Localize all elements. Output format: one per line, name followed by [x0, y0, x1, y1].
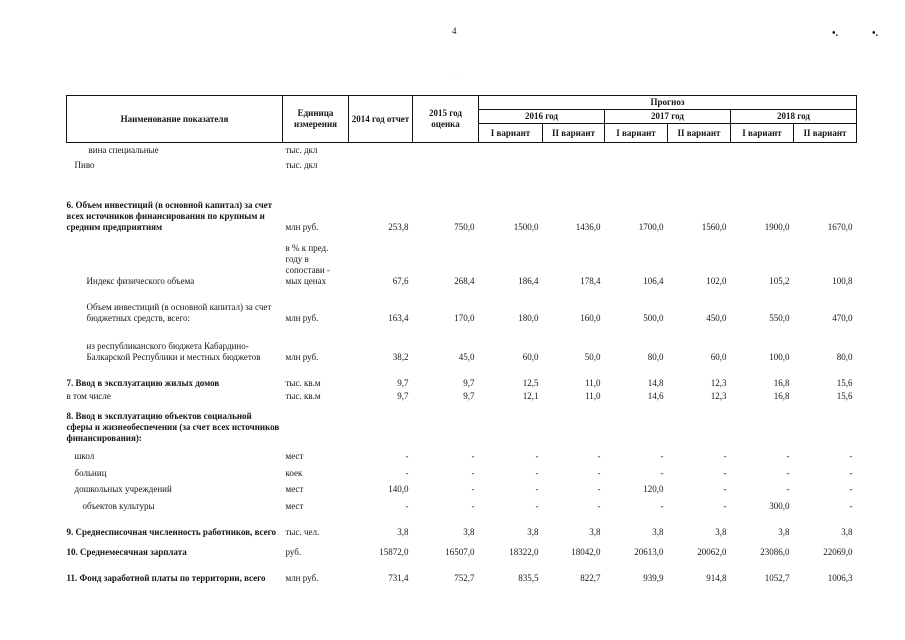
row-value: [731, 363, 794, 376]
header-variant-2: II вариант: [668, 124, 731, 143]
table-row: [67, 389, 857, 402]
row-value: -: [849, 467, 853, 478]
row-value: -: [723, 450, 727, 461]
row-value: 18042,0: [571, 546, 601, 557]
row-value: 160,0: [580, 312, 601, 323]
row-unit: тыс. чел.: [285, 526, 320, 537]
row-value: 23086,0: [760, 546, 790, 557]
table-row: [67, 363, 857, 376]
row-value: 60,0: [710, 351, 727, 362]
row-value: 105,2: [769, 275, 790, 286]
row-name: больниц: [74, 467, 107, 478]
row-unit: руб.: [285, 546, 302, 557]
row-unit: коек: [285, 467, 303, 478]
row-value: 11,0: [585, 390, 601, 401]
row-value: 1436,0: [575, 221, 601, 232]
header-variant-2: II вариант: [794, 124, 857, 143]
row-value: 9,7: [463, 377, 475, 388]
row-value: [794, 402, 857, 444]
row-value: -: [597, 483, 601, 494]
row-value: [605, 143, 668, 156]
header-forecast: Прогноз: [479, 96, 857, 110]
row-value: -: [405, 450, 409, 461]
row-value: 3,8: [652, 526, 664, 537]
row-value: -: [849, 483, 853, 494]
row-value: 1006,3: [827, 572, 853, 583]
row-value: 3,8: [841, 526, 853, 537]
row-value: 20062,0: [697, 546, 727, 557]
row-value: 752,7: [454, 572, 475, 583]
row-value: 470,0: [832, 312, 853, 323]
row-value: -: [471, 450, 475, 461]
header-name: Наименование показателя: [67, 96, 283, 143]
row-name: [67, 363, 283, 376]
row-value: -: [723, 500, 727, 511]
row-value: 550,0: [769, 312, 790, 323]
table-body: [67, 143, 857, 584]
row-value: 939,9: [643, 572, 664, 583]
row-value: -: [723, 467, 727, 478]
row-value: 22069,0: [823, 546, 853, 557]
header-unit: Единица измерения: [283, 96, 349, 143]
row-name: Пиво: [74, 159, 95, 170]
row-value: 106,4: [643, 275, 664, 286]
row-value: -: [849, 500, 853, 511]
row-name: дошкольных учреждений: [74, 483, 172, 494]
row-value: 1500,0: [513, 221, 539, 232]
row-value: [731, 402, 794, 444]
row-name: Индекс физического объема: [86, 275, 195, 286]
row-value: 11,0: [585, 377, 601, 388]
row-value: -: [535, 483, 539, 494]
row-unit: млн руб.: [285, 221, 319, 232]
row-value: [668, 156, 731, 171]
row-value: [479, 171, 543, 191]
row-value: -: [405, 467, 409, 478]
row-value: -: [786, 450, 790, 461]
row-value: [349, 156, 413, 171]
row-value: [668, 363, 731, 376]
row-value: 3,8: [778, 526, 790, 537]
row-name: школ: [74, 450, 95, 461]
row-unit: тыс. дкл: [285, 159, 318, 170]
row-value: [605, 402, 668, 444]
row-value: [668, 171, 731, 191]
row-name: объектов культуры: [82, 500, 155, 511]
row-unit: [283, 402, 349, 444]
row-value: 14,6: [647, 390, 664, 401]
scan-speck: ·: [455, 74, 457, 80]
row-value: -: [786, 467, 790, 478]
header-year-2017: 2017 год: [605, 110, 731, 124]
row-value: -: [471, 500, 475, 511]
row-value: 100,0: [769, 351, 790, 362]
header-2014: 2014 год отчет: [349, 96, 413, 143]
header-variant-1: I вариант: [605, 124, 668, 143]
row-value: -: [849, 450, 853, 461]
row-unit: в % к пред. году в сопостави - мых ценах: [285, 242, 330, 286]
row-value: 60,0: [522, 351, 539, 362]
row-value: 15,6: [836, 390, 853, 401]
table-row: [67, 143, 857, 156]
row-value: -: [597, 500, 601, 511]
table-row: [67, 376, 857, 389]
row-value: [479, 402, 543, 444]
row-unit: млн руб.: [285, 351, 319, 362]
row-value: [668, 402, 731, 444]
row-value: 1700,0: [638, 221, 664, 232]
table-row: [67, 444, 857, 462]
row-unit: мест: [285, 483, 304, 494]
row-value: 180,0: [518, 312, 539, 323]
row-value: 9,7: [463, 390, 475, 401]
row-value: 3,8: [589, 526, 601, 537]
row-unit: млн руб.: [285, 312, 319, 323]
row-name: 7. Ввод в эксплуатацию жилых домов: [66, 377, 220, 388]
header-variant-1: I вариант: [731, 124, 794, 143]
table-row: [67, 171, 857, 191]
row-value: 1052,7: [764, 572, 790, 583]
row-value: 12,3: [710, 377, 727, 388]
row-name: вина специальные: [88, 144, 159, 155]
row-value: [605, 171, 668, 191]
table-row: [67, 495, 857, 512]
row-value: -: [405, 500, 409, 511]
row-value: 15,6: [836, 377, 853, 388]
row-value: 750,0: [454, 221, 475, 232]
table-row: [67, 324, 857, 363]
corner-mark: •.: [872, 28, 879, 39]
row-value: 16,8: [773, 390, 790, 401]
row-value: -: [535, 500, 539, 511]
row-value: [794, 143, 857, 156]
row-value: 15872,0: [379, 546, 409, 557]
row-value: [479, 156, 543, 171]
row-value: [605, 156, 668, 171]
row-name: [67, 171, 283, 191]
row-value: 300,0: [769, 500, 790, 511]
row-name: Объем инвестиций (в основной капитал) за счет бюджетных средств, всего:: [86, 301, 272, 323]
row-unit: тыс. кв.м: [285, 377, 321, 388]
row-value: 500,0: [643, 312, 664, 323]
row-value: [794, 363, 857, 376]
row-value: 3,8: [715, 526, 727, 537]
corner-mark: •.: [832, 28, 839, 39]
row-value: -: [723, 483, 727, 494]
table-row: [67, 538, 857, 558]
row-value: 12,5: [522, 377, 539, 388]
table-row: [67, 462, 857, 479]
row-value: 835,5: [518, 572, 539, 583]
row-value: -: [660, 450, 664, 461]
row-value: 14,8: [647, 377, 664, 388]
row-value: 9,7: [397, 390, 409, 401]
table-header: [67, 96, 857, 143]
row-unit: млн руб.: [285, 572, 319, 583]
row-value: -: [786, 483, 790, 494]
row-value: 12,3: [710, 390, 727, 401]
table-row: [67, 156, 857, 171]
row-value: [413, 363, 479, 376]
row-value: [543, 156, 605, 171]
row-value: [731, 143, 794, 156]
row-value: [413, 171, 479, 191]
header-variant-1: I вариант: [479, 124, 543, 143]
header-2015: 2015 год оценка: [413, 96, 479, 143]
row-value: -: [660, 467, 664, 478]
row-value: 163,4: [388, 312, 409, 323]
row-value: -: [471, 467, 475, 478]
row-value: [413, 402, 479, 444]
row-value: 1900,0: [764, 221, 790, 232]
row-name: в том числе: [66, 390, 111, 401]
row-value: [794, 156, 857, 171]
row-value: 253,8: [388, 221, 409, 232]
row-value: 67,6: [392, 275, 409, 286]
table-row: [67, 512, 857, 538]
row-value: 100,8: [832, 275, 853, 286]
row-value: 16507,0: [445, 546, 475, 557]
header-year-2016: 2016 год: [479, 110, 605, 124]
row-value: 12,1: [522, 390, 539, 401]
row-name: 9. Среднесписочная численность работников, всего: [66, 526, 277, 537]
row-value: 450,0: [706, 312, 727, 323]
row-value: -: [471, 483, 475, 494]
row-name: из республиканского бюджета Кабардино-Балкарской Республики и местных бюджетов: [86, 340, 261, 362]
header-variant-2: II вариант: [543, 124, 605, 143]
row-value: 822,7: [580, 572, 601, 583]
row-value: [731, 156, 794, 171]
row-value: [543, 402, 605, 444]
row-value: 50,0: [584, 351, 601, 362]
row-value: 178,4: [580, 275, 601, 286]
row-value: [543, 363, 605, 376]
row-value: 16,8: [773, 377, 790, 388]
row-value: [349, 143, 413, 156]
row-unit: тыс. кв.м: [285, 390, 321, 401]
row-unit: мест: [285, 500, 304, 511]
row-value: 3,8: [463, 526, 475, 537]
row-value: 140,0: [388, 483, 409, 494]
row-name: 8. Ввод в эксплуатацию объектов социальной сферы и жизнеобеспечения (за счет всех источников финансирования):: [66, 410, 280, 443]
table-row: [67, 402, 857, 444]
table-row: [67, 558, 857, 584]
row-value: 3,8: [397, 526, 409, 537]
row-value: [479, 363, 543, 376]
row-value: [413, 143, 479, 156]
row-value: [731, 171, 794, 191]
row-unit: [283, 171, 349, 191]
row-value: 731,4: [388, 572, 409, 583]
page-number: 4: [452, 26, 457, 36]
row-value: -: [597, 467, 601, 478]
row-value: 9,7: [397, 377, 409, 388]
row-value: [543, 171, 605, 191]
row-value: -: [597, 450, 601, 461]
table-row: [67, 479, 857, 495]
table-row: [67, 191, 857, 233]
row-value: [349, 171, 413, 191]
row-value: 38,2: [392, 351, 409, 362]
row-value: [349, 402, 413, 444]
row-value: 80,0: [647, 351, 664, 362]
row-value: 1670,0: [827, 221, 853, 232]
row-value: 20613,0: [634, 546, 664, 557]
row-name: 10. Среднемесячная зарплата: [66, 546, 187, 557]
row-value: 45,0: [458, 351, 475, 362]
row-value: [479, 143, 543, 156]
row-value: [543, 143, 605, 156]
row-value: 18322,0: [509, 546, 539, 557]
row-value: 268,4: [454, 275, 475, 286]
row-value: [668, 143, 731, 156]
row-value: -: [535, 467, 539, 478]
row-unit: [283, 363, 349, 376]
row-value: 914,8: [706, 572, 727, 583]
row-value: 80,0: [836, 351, 853, 362]
row-name: 11. Фонд заработной платы по территории, всего: [66, 572, 266, 583]
table-row: [67, 287, 857, 324]
table-row: [67, 233, 857, 287]
indicators-table: [66, 95, 857, 584]
row-value: 120,0: [643, 483, 664, 494]
row-value: -: [535, 450, 539, 461]
row-value: [349, 363, 413, 376]
row-value: [794, 171, 857, 191]
row-name: 6. Объем инвестиций (в основной капитал) за счет всех источников финансирования по крупным и средним предприятиям: [66, 199, 273, 232]
header-year-2018: 2018 год: [731, 110, 857, 124]
row-value: [413, 156, 479, 171]
row-value: -: [660, 500, 664, 511]
row-value: 3,8: [527, 526, 539, 537]
row-value: 1560,0: [701, 221, 727, 232]
row-value: 102,0: [706, 275, 727, 286]
row-value: 170,0: [454, 312, 475, 323]
row-unit: мест: [285, 450, 304, 461]
row-unit: тыс. дкл: [285, 144, 318, 155]
row-value: [605, 363, 668, 376]
row-value: 186,4: [518, 275, 539, 286]
